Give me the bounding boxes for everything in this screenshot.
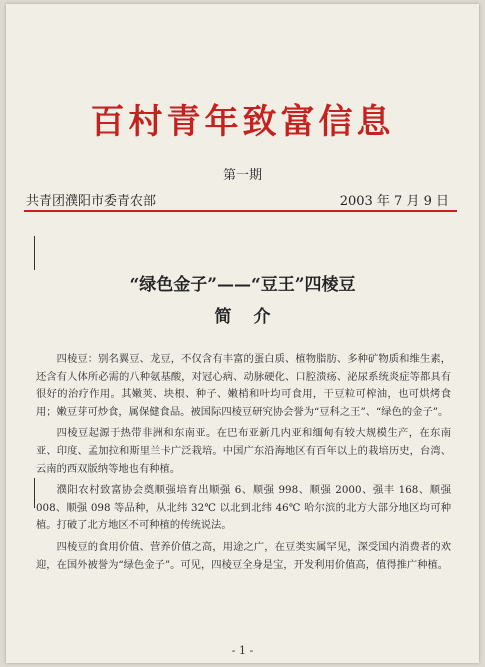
document-page (6, 4, 479, 663)
paragraph: 四棱豆起源于热带非洲和东南亚。在巴布亚新几内亚和缅甸有较大规模生产，在东南亚、印度、孟加拉和斯里兰卡广泛栽培。中国广东沿海地区有百年以上的栽培历史，台湾、云南的西双版纳等地也有种植。 (36, 427, 451, 475)
article-body (36, 351, 451, 578)
publisher-department: 共青团濮阳市委青农部 (26, 194, 157, 209)
article-title: “绿色金子”——“豆王”四棱豆 (129, 275, 356, 295)
article-subtitle: 简介 (214, 307, 293, 327)
paragraph: 濮阳农村致富协会奠顺强培育出顺强 6、顺强 998、顺强 2000、强丰 168、顺强 008、顺强 098 等品种，从北纬 32℃ 以北到北纬 46℃ 哈尔滨的北方大部分地区均可种植。打破了北方地区不可种植的传统说法。 (36, 484, 451, 532)
issue-number: 第一期 (222, 168, 262, 183)
page-number: - 1 - (231, 644, 254, 657)
publish-date: 2003 年 7 月 9 日 (339, 194, 449, 209)
margin-mark (34, 236, 35, 270)
margin-mark (34, 478, 35, 508)
header-divider (24, 210, 457, 212)
paragraph: 四棱豆的食用价值、营养价值之高，用途之广，在豆类实属罕见，深受国内消费者的欢迎，在国外被誉为“绿色金子”。可见，四棱豆全身是宝，开发利用价值高，值得推广种植。 (36, 540, 451, 571)
paragraph: 四棱豆：别名翼豆、龙豆，不仅含有丰富的蛋白质、植物脂肪、多种矿物质和维生素，还含有人体所必需的八种氨基酸，对冠心病、动脉硬化、口腔溃疡、泌尿系统炎症等都具有很好的治疗作用。其嫩荚、块根、种子、嫩梢和叶均可食用，干豆粒可榨油，也可烘烤食用；嫩豆芽可炒食，属保健食品。被国际四棱豆研究协会誉为“豆科之王”、“绿色的金子”。 (36, 353, 451, 418)
newsletter-banner: 百村青年致富信息 (90, 102, 395, 142)
